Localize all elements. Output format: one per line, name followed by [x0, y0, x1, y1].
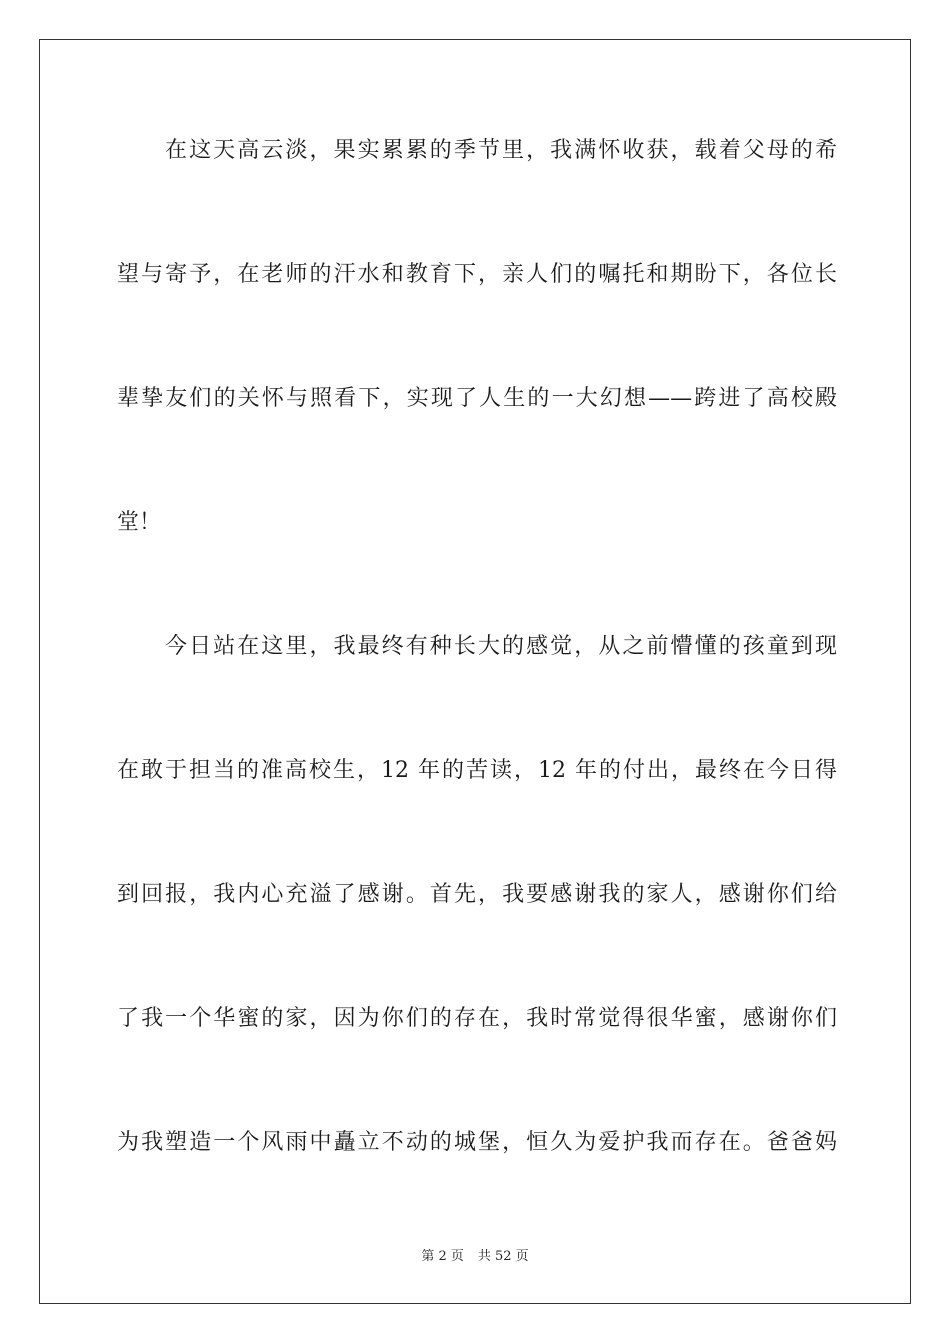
paragraph-1-line-1: 在这天高云淡，果实累累的季节里，我满怀收获，载着父母的希 [165, 138, 837, 163]
paragraph-1-line-2: 望与寄予，在老师的汗水和教育下，亲人们的嘱托和期盼下，各位长 [117, 262, 837, 287]
paragraph-1-line-4: 堂！ [117, 510, 162, 535]
paragraph-1-line-3: 辈挚友们的关怀与照看下，实现了人生的一大幻想——跨进了高校殿 [117, 386, 837, 411]
paragraph-2-line-1: 今日站在这里，我最终有种长大的感觉，从之前懵懂的孩童到现 [165, 634, 837, 659]
page-number: 第 2 页 [421, 1249, 464, 1264]
paragraph-2-line-3: 到回报，我内心充溢了感谢。首先，我要感谢我的家人，感谢你们给 [117, 882, 837, 907]
page-total: 共 52 页 [477, 1249, 529, 1264]
paragraph-2-line-4: 了我一个华蜜的家，因为你们的存在，我时常觉得很华蜜，感谢你们 [117, 1006, 837, 1031]
page-border [39, 39, 911, 1304]
paragraph-2-line-2: 在敢于担当的准高校生，12 年的苦读，12 年的付出，最终在今日得 [117, 758, 837, 783]
page-footer [0, 1248, 950, 1266]
paragraph-2-line-5: 为我塑造一个风雨中矗立不动的城堡，恒久为爱护我而存在。爸爸妈 [117, 1130, 837, 1155]
